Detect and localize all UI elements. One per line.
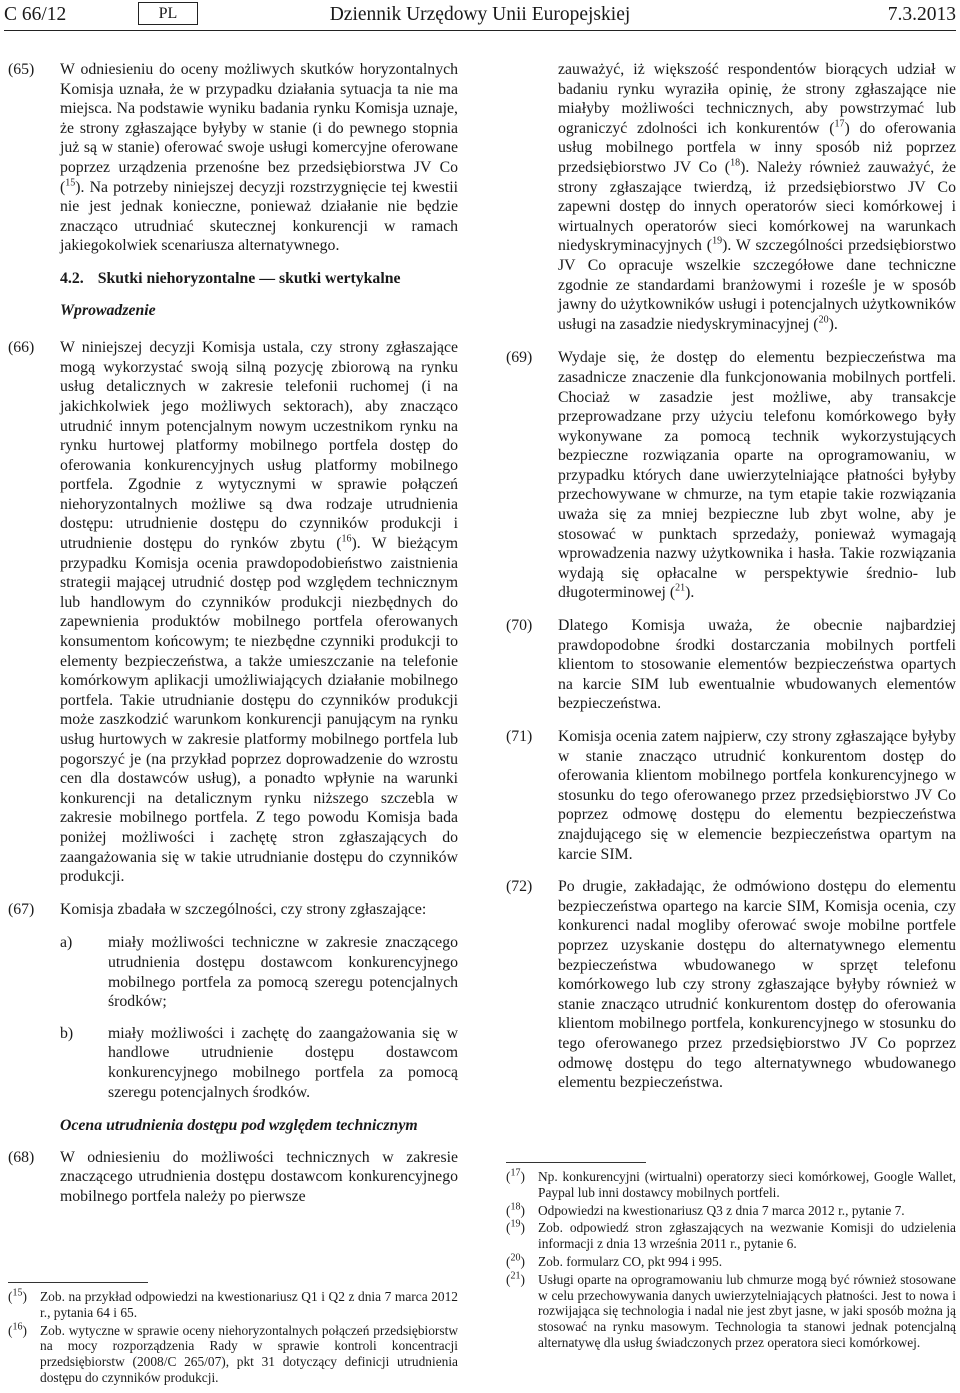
footnote-ref[interactable]: 20 — [818, 314, 829, 326]
footnote-17: ($^{17}$) Np. konkurencyjni (wirtualni) operatorzy sieci komórkowej, Google Wallet, Paypal lub inni dostawcy mobilnych portfeli. — [506, 1167, 956, 1200]
footnote-text: Zob. na przykład odpowiedzi na kwestionariusz Q1 i Q2 z dnia 7 marca 2012 r., pytania 64 i 65. — [40, 1289, 458, 1320]
page-header — [4, 0, 956, 31]
paragraph-67 — [8, 900, 458, 920]
paragraph-text: W odniesieniu do możliwości technicznych w zakresie znaczącego utrudnienia dostępu dostawcom konkurencyjnego mobilnego portfela należy po pierwsze — [60, 1148, 458, 1205]
list-item-label: b) — [60, 1024, 74, 1042]
list-item — [8, 933, 458, 1011]
footnote-number: 18 — [510, 1201, 521, 1213]
paragraph-text: ). Na potrzeby niniejszej decyzji rozstrzygnięcie tej kwestii nie jest jednak konieczne, ponieważ działanie nie będzie znacząco utrudniać skutecznej konkurencji w ramach jakiegokolwiek scenariusza alternatywnego. — [60, 178, 458, 255]
paragraph-number: (67) — [8, 900, 35, 918]
footnote-number: 20 — [510, 1252, 521, 1264]
footnote-21: ($^{21}$) Usługi oparte na oprogramowaniu lub chmurze mogą być również stosowane w celu przechowywania danych uwierzytelniających płatności. Jest to nowa i rozwijająca się technologia i nadal nie jest zbyt jasne, w jaki sposób można ją stosować na rynku masowym. Technologia ta stanowi jednak potencjalną alternatywę dla usług świadczonych przez operatora sieci komórkowej. — [506, 1270, 956, 1350]
footnote-ref[interactable]: 21 — [675, 583, 686, 595]
footnote-text: Zob. wytyczne w sprawie oceny niehoryzontalnych połączeń przedsiębiorstw na mocy rozporządzenia Rady w sprawie kontroli koncentracji przedsiębiorstw (2008/C 265/07), pkt 31 dotyczący definicji utrudnienia dostępu do czynników produkcji. — [40, 1322, 458, 1385]
list-item — [8, 1024, 458, 1102]
paragraph-text: ). — [685, 584, 695, 602]
paragraph-number: (66) — [8, 339, 35, 357]
subsection-heading-assessment: Ocena utrudnienia dostępu pod względem technicznym — [60, 1117, 418, 1135]
paragraph-text: ). — [828, 315, 838, 333]
footnote-15: ($^{15}$) Zob. na przykład odpowiedzi na kwestionariusz Q1 i Q2 z dnia 7 marca 2012 r., pytania 64 i 65. — [8, 1287, 458, 1320]
footnote-text: Np. konkurencyjni (wirtualni) operatorzy sieci komórkowej, Google Wallet, Paypal lub inni dostawcy mobilnych portfeli. — [538, 1169, 956, 1200]
footnote-text: Zob. formularz CO, pkt 994 i 995. — [538, 1253, 723, 1269]
subsection-heading-intro: Wprowadzenie — [60, 301, 156, 319]
left-column — [8, 60, 458, 1219]
paragraph-text: Komisja ocenia zatem najpierw, czy strony zgłaszające byłyby w stanie znacząco utrudnić konkurentom dostęp do oferowania klientom mobilnego portfela konkurencyjnego w stosunku do tego oferowanego przez przedsiębiorstwo JV Co poprzez odmowę dostępu do elementu bezpieczeństwa znajdującego się w elemencie bezpieczeństwa opartym na karcie SIM. — [558, 728, 956, 863]
paragraph-text: W niniejszej decyzji Komisja ustala, czy strony zgłaszające mogą wykorzystać swoją silną pozycję zbiorową na rynku usług detalicznych w zakresie telefonii ruchomej (i na jakichkolwiek jego możliwych sektorach), aby znacząco utrudnić innym potencjalnym nowym uczestnikom rynku na rynku hurtowej platformy mobilnego portfela dostęp do oferowania konkurencyjnych usług platformy mobilnego portfela. Zgodnie z wytycznymi w sprawie połączeń niehoryzontalnych możliwe są dwa rodzaje utrudnienia dostępu: utrudnienie dostępu do czynników produkcji i utrudnienie dostępu do rynków zbytu ( — [60, 339, 458, 553]
language-badge: PL — [138, 2, 198, 25]
footnotes-right — [506, 1162, 956, 1353]
paragraph-68 — [8, 1148, 458, 1207]
footnote-number: 19 — [510, 1218, 521, 1230]
section-title: Skutki niehoryzontalne — skutki wertykalne — [97, 269, 401, 287]
footnote-20: ($^{20}$) Zob. formularz CO, pkt 994 i 995. — [506, 1252, 723, 1269]
paragraph-72 — [506, 877, 956, 1093]
publication-date: 7.3.2013 — [887, 4, 956, 25]
paragraph-number: (70) — [506, 617, 533, 635]
paragraph-text: Wydaje się, że dostęp do elementu bezpieczeństwa ma zasadnicze znaczenie dla funkcjonowania mobilnych portfeli. Chociaż w zasadzie jest możliwe, aby transakcje przeprowadzane przy użyciu telefonu komórkowego były wykonywane za pomocą technik wykorzystujących bezpieczne rozwiązania oparte na oprogramowaniu, w przypadku których dane uwierzytelniające płatności byłyby przechowywane w chmurze, na tym etapie takie rozwiązania uważa się za mniej bezpieczne lub zbyt wolne, aby je stosować w punktach sprzedaży, ponieważ wymagają wprowadzenia nazwy użytkownika i hasła. Takie rozwiązania wydają się opłacalne w perspektywie średnio- lub długoterminowej ( — [558, 349, 956, 602]
paragraph-text: Po drugie, zakładając, że odmówiono dostępu do elementu bezpieczeństwa opartego na karcie SIM, Komisja ocenia, czy konkurenci nadal mogliby oferować swoje mobilne portfele poprzez uzyskanie dostępu do alternatywnego elementu bezpieczeństwa wbudowanego w sprzęt telefonu komórkowego lub czy strony zgłaszające byłyby również w stanie znacząco utrudnić konkurentom dostęp do oferowania klientom mobilnego portfela, konkurencyjnego w stosunku do tego oferowanego przez przedsiębiorstwo JV Co poprzez odmowę dostępu do tego alternatywnego wbudowanego elementu bezpieczeństwa. — [558, 878, 956, 1092]
footnote-number: 15 — [12, 1287, 23, 1299]
page-reference: C 66/12 — [4, 4, 67, 25]
paragraph-text: ). W bieżącym przypadku Komisja ocenia prawdopodobieństwo zaistnienia strategii mającej utrudnić dostęp pod względem technicznym lub handlowym do czynników produkcji niezbędnych do zapewnienia produktów mobilnego portfela oferowanych konsumentom końcowym; te niezbędne czynniki produkcji to elementy bezpieczeństwa, a także umieszczanie na telefonie komórkowym aplikacji umożliwiających działanie mobilnego portfela. Takie utrudnianie dostępu do czynników produkcji może zaszkodzić warunkom konkurencji panującym na rynku usług hurtowych w zakresie platformy mobilnego portfela lub pogorszyć je (na przykład poprzez doprowadzenie do wzrostu cen dla dostawców usług), a ponadto wpłynie na warunki konkurencji na detalicznym rynku niższego szczebla w zakresie mobilnego portfela. Z tego powodu Komisja bada poniżej możliwości i zachętę stron zgłaszających do zaangażowania się w takie utrudnianie dostępu do czynników produkcji. — [60, 535, 459, 886]
paragraph-text: Komisja zbadała w szczególności, czy strony zgłaszające: — [60, 900, 427, 918]
footnote-text: Usługi oparte na oprogramowaniu lub chmurze mogą być również stosowane w celu przechowywania danych uwierzytelniających płatności. Jest to nowa i rozwijająca się technologia i nadal nie jest zbyt jasne, w jaki sposób można ją stosować na rynku masowym. Technologia ta stanowi jednak potencjalną alternatywę dla usług świadczonych przez operatora sieci komórkowej. — [538, 1271, 956, 1350]
footnote-number: 17 — [510, 1167, 521, 1179]
paragraph-text: ) do oferowania usług mobilnego portfela w inny sposób niż poprzez przedsiębiorstwo JV Co ( — [558, 119, 956, 176]
footnote-16: ($^{16}$) Zob. wytyczne w sprawie oceny niehoryzontalnych połączeń przedsiębiorstw na mocy rozporządzenia Rady w sprawie kontroli koncentracji przedsiębiorstw (2008/C 265/07), pkt 31 dotyczący definicji utrudnienia dostępu do czynników produkcji. — [8, 1321, 458, 1385]
paragraph-70 — [506, 616, 956, 714]
footnote-18: ($^{18}$) Odpowiedzi na kwestionariusz Q3 z dnia 7 marca 2012 r., pytanie 7. — [506, 1201, 905, 1218]
list-item-text: miały możliwości i zachętę do zaangażowania się w handlowe utrudnienie dostępu dostawcom konkurencyjnego mobilnego portfela za pomocą szeregu potencjalnych środków. — [108, 1024, 458, 1101]
paragraph-text: Dlatego Komisja uważa, że obecnie najbardziej prawdopodobne środki dostarczania mobilnych portfeli klientom to stosowanie elementów bezpieczeństwa opartych na karcie SIM lub ewentualnie wbudowanych elementów bezpieczeństwa. — [558, 617, 956, 713]
paragraph-text: zauważyć, iż większość respondentów biorących udział w badaniu rynku wyraziła opinię, że strony zgłaszające nie miałyby możliwości technicznych, aby powstrzymać lub ograniczyć zdolności ich konkurentów ( — [558, 61, 956, 137]
footnote-divider — [506, 1162, 646, 1163]
footnote-text: Odpowiedzi na kwestionariusz Q3 z dnia 7 marca 2012 r., pytanie 7. — [538, 1202, 905, 1218]
list-item-label: a) — [60, 934, 73, 952]
paragraph-68-continued — [506, 60, 956, 334]
footnote-divider — [8, 1282, 148, 1283]
paragraph-number: (69) — [506, 349, 533, 367]
paragraph-number: (71) — [506, 728, 533, 745]
footnote-19: ($^{19}$) Zob. odpowiedź stron zgłaszających na wezwanie Komisji do udzielenia informacji z dnia 13 września 2011 r., pytanie 6. — [506, 1218, 956, 1252]
paragraph-71 — [506, 727, 956, 864]
paragraph-number: (72) — [506, 878, 533, 896]
paragraph-65 — [8, 60, 458, 256]
journal-title: Dziennik Urzędowy Unii Europejskiej — [329, 4, 631, 25]
footnote-ref[interactable]: 16 — [341, 533, 352, 545]
footnote-ref[interactable]: 15 — [65, 177, 76, 189]
footnote-text: Zob. odpowiedź stron zgłaszających na wezwanie Komisji do udzielenia informacji z dnia 13 września 2011 r., pytanie 6. — [538, 1220, 956, 1252]
paragraph-text: ). Należy również zauważyć, że strony zgłaszające twierdzą, iż przedsiębiorstwo JV Co zapewni dostęp do innych operatorów sieci komórkowej i wirtualnych operatorów sieci komórkowej na warunkach niedyskryminacyjnych ( — [558, 158, 956, 255]
paragraph-number: (65) — [8, 61, 35, 78]
paragraph-text: ). W szczególności przedsiębiorstwo JV Co opracuje wszelkie szczegółowe dane techniczne zgodnie ze standardami branżowymi i roześle je w sposób jawny do użytkowników usługi i potencjalnych użytkowników usługi na zasadzie niedyskryminacyjnej ( — [558, 237, 956, 333]
section-heading — [60, 269, 458, 289]
footnote-number: 21 — [510, 1270, 521, 1282]
footnote-ref[interactable]: 17 — [834, 118, 845, 130]
footnote-ref[interactable]: 19 — [712, 236, 723, 248]
section-number: 4.2. — [60, 269, 84, 287]
footnote-ref[interactable]: 18 — [730, 157, 741, 169]
footnotes-left — [8, 1282, 458, 1388]
footnote-number: 16 — [12, 1321, 23, 1333]
paragraph-text: W odniesieniu do oceny możliwych skutków horyzontalnych Komisja uznała, że w przypadku działania sytuacja ta nie ma miejsca. Na podstawie wyniku badania rynku Komisja uznaje, że strony zgłaszające byłyby w stanie (i do pewnego stopnia już są w stanie) oferować swoje usługi komercyjne oferowane poprzez urządzenia przenośne bez przedsiębiorstwa JV Co ( — [60, 61, 458, 196]
paragraph-69 — [506, 348, 956, 603]
paragraph-66 — [8, 338, 458, 887]
paragraph-number: (68) — [8, 1148, 35, 1166]
list-item-text: miały możliwości techniczne w zakresie znaczącego utrudnienia dostępu dostawcom konkurencyjnego mobilnego portfela za pomocą szeregu potencjalnych środków; — [108, 934, 458, 1011]
right-column — [506, 60, 956, 1106]
